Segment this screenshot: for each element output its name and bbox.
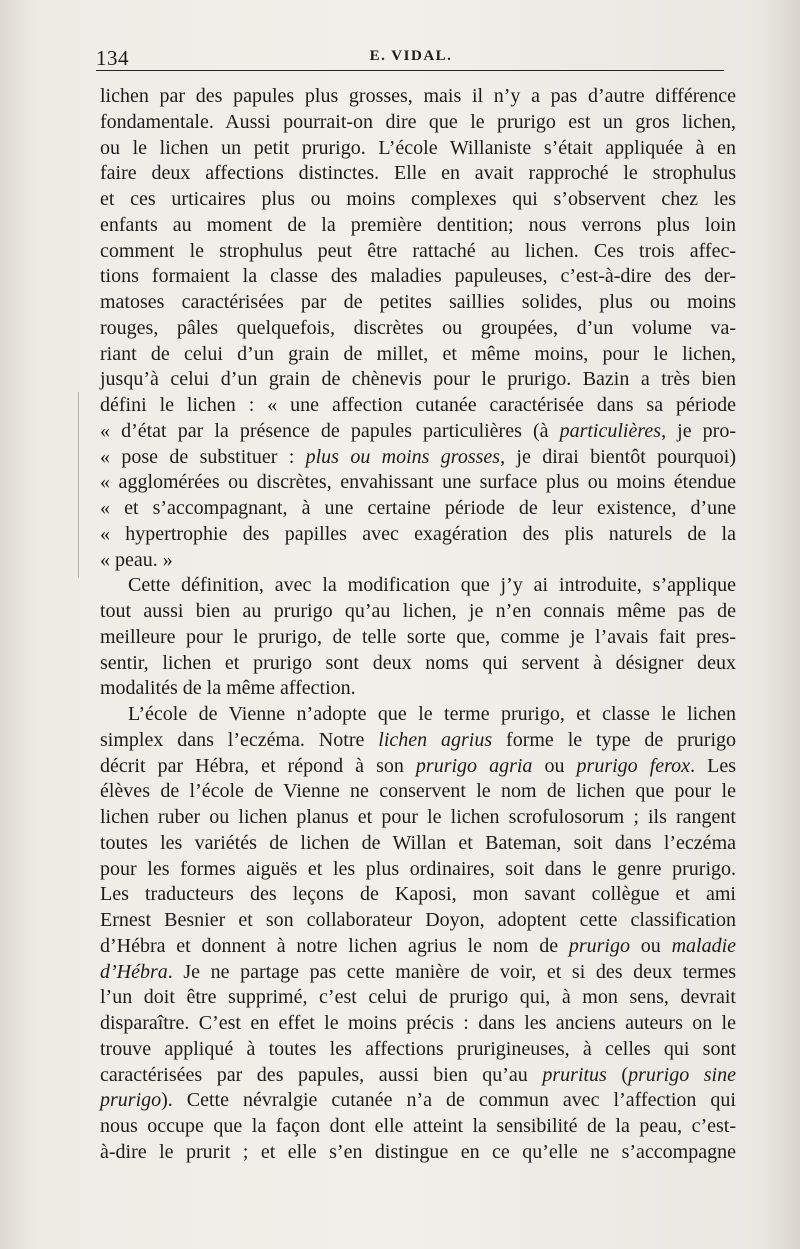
text-line: comment le strophulus peut être rattaché au lichen. Ces trois affec-: [100, 239, 736, 262]
italic-run: prurigo: [100, 1089, 162, 1112]
text-line: [100, 445, 736, 471]
text-run: ). Cette névralgie cutanée n’a de commun avec l’affection qui: [161, 1089, 736, 1112]
text-run: , je dirai bientôt pourquoi): [500, 445, 736, 468]
text-line: l’un doit être supprimé, c’est celui de prurigo qui, à mon sens, devrait: [100, 986, 736, 1009]
text-run: . Je ne partage pas cette manière de voir, et si des deux termes: [167, 960, 736, 983]
text-run: ou: [629, 934, 672, 957]
text-run: décrit par Hébra, et répond à son: [100, 754, 416, 777]
text-line: défini le lichen : « une affection cutanée caractérisée dans sa période: [100, 394, 736, 416]
text-line: [100, 1088, 736, 1114]
text-run: . Les: [690, 754, 736, 777]
text-line: Ernest Besnier et son collaborateur Doyon, adoptent cette classification: [100, 909, 736, 931]
text-line: « hypertrophie des papilles avec exagération des plis naturels de la: [100, 522, 736, 545]
header-rule: [96, 70, 724, 71]
text-line: tout aussi bien au prurigo qu’au lichen, je n’en connais même pas de: [100, 600, 736, 622]
text-run: caractérisées par des papules, aussi bien qu’au: [100, 1063, 543, 1086]
text-line: [100, 728, 736, 754]
text-run: forme le type de prurigo: [492, 728, 737, 751]
text-line: trouve appliqué à toutes les affections prurigineuses, à celles qui sont: [100, 1037, 736, 1060]
text-line: tions formaient la classe des maladies papuleuses, c’est-à-dire des der-: [100, 265, 736, 288]
text-line: lichen par des papules plus grosses, mais il n’y a pas d’autre différence: [100, 85, 736, 107]
text-line: [100, 1063, 736, 1089]
text-line: meilleure pour le prurigo, de telle sorte que, comme je l’avais fait pres-: [100, 625, 736, 648]
text-line: Les traducteurs des leçons de Kaposi, mon savant collègue et ami: [100, 883, 736, 906]
text-line: [100, 419, 736, 445]
italic-run: prurigo sine: [628, 1063, 736, 1086]
text-line: lichen ruber ou lichen planus et pour le lichen scrofulosorum ; ils rangent: [100, 806, 736, 828]
text-line: disparaître. C’est en effet le moins précis : dans les anciens auteurs on le: [100, 1012, 736, 1034]
text-line: nous occupe que la façon dont elle atteint la sensibilité de la peau, c’est-: [100, 1115, 736, 1137]
italic-run: maladie: [671, 934, 736, 957]
text-line: ou le lichen un petit prurigo. L’école Willaniste s’était appliquée à en: [100, 136, 736, 159]
text-line: toutes les variétés de lichen de Willan et Bateman, soit dans l’eczéma: [100, 831, 736, 854]
text-line: sentir, lichen et prurigo sont deux noms qui servent à désigner deux: [100, 651, 736, 674]
text-line: [100, 960, 736, 986]
text-line: rouges, pâles quelquefois, discrètes ou groupées, d’un volume va-: [100, 316, 736, 339]
body-text: [100, 84, 736, 1166]
text-line: fondamentale. Aussi pourrait-on dire que le prurigo est un gros lichen,: [100, 110, 736, 133]
page-header: [96, 44, 726, 72]
text-line: élèves de l’école de Vienne ne conservent le nom de lichen que pour le: [100, 780, 736, 803]
text-line: pour les formes aiguës et les plus ordinaires, soit dans le genre prurigo.: [100, 857, 736, 880]
text-run: « pose de substituer :: [100, 445, 306, 468]
text-line: matoses caractérisées par de petites saillies solides, plus ou moins: [100, 291, 736, 313]
text-line: [100, 934, 736, 960]
text-line: « agglomérées ou discrètes, envahissant une surface plus ou moins étendue: [100, 471, 736, 494]
text-line: [100, 754, 736, 780]
italic-run: prurigo: [568, 934, 630, 957]
italic-run: particulières: [559, 419, 662, 442]
text-line: faire deux affections distinctes. Elle en avait rapproché le strophulus: [100, 162, 736, 185]
italic-run: plus ou moins grosses: [305, 445, 501, 468]
text-line: à-dire le prurit ; et elle s’en distingue en ce qu’elle ne s’accompagne: [100, 1140, 736, 1163]
italic-run: pruritus: [542, 1063, 607, 1086]
text-run: simplex dans l’eczéma. Notre: [100, 728, 379, 751]
text-run: d’Hébra et donnent à notre lichen agrius le nom de: [100, 934, 569, 957]
running-head: E. VIDAL.: [369, 48, 453, 64]
text-run: , je pro-: [661, 419, 736, 442]
text-line: « peau. »: [100, 548, 173, 571]
italic-run: prurigo ferox: [576, 754, 691, 777]
italic-run: lichen agrius: [378, 728, 493, 751]
italic-run: d’Hébra: [100, 960, 168, 983]
text-line: modalités de la même affection.: [100, 677, 356, 700]
text-line: jusqu’à celui d’un grain de chènevis pour le prurigo. Bazin a très bien: [100, 368, 736, 391]
text-line: enfants au moment de la première dentition; nous verrons plus loin: [100, 213, 736, 236]
text-line: « et s’accompagnant, à une certaine période de leur existence, d’une: [100, 497, 736, 519]
text-run: « d’état par la présence de papules particulières (à: [100, 419, 560, 442]
italic-run: prurigo agria: [415, 754, 533, 777]
text-line: riant de celui d’un grain de millet, et même moins, pour le lichen,: [100, 342, 736, 365]
text-line: Cette définition, avec la modification que j’y ai introduite, s’applique: [128, 574, 736, 597]
text-run: ou: [532, 754, 577, 777]
text-line: L’école de Vienne n’adopte que le terme prurigo, et classe le lichen: [128, 703, 736, 725]
page-number: 134: [96, 46, 129, 70]
text-run: (: [606, 1063, 629, 1086]
text-line: et ces urticaires plus ou moins complexes qui s’observent chez les: [100, 188, 736, 210]
